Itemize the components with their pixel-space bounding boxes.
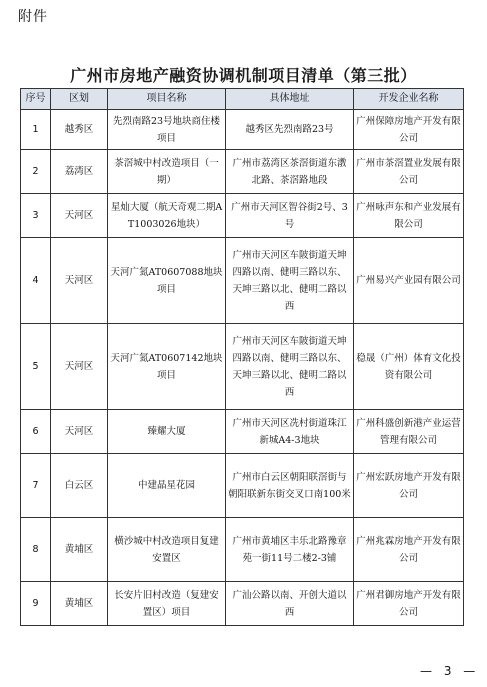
table-cell: 广州市荔湾区茶滘街道东漖北路、茶滘路地段 [226,150,354,194]
table-cell: 广州市茶滘置业发展有限公司 [354,150,464,194]
table-cell: 黄埔区 [51,582,108,626]
column-header: 具体地址 [226,89,354,110]
page-number: — 3 — [420,664,480,678]
table-cell: 天河区 [51,324,108,410]
table-cell: 天河广氮AT0607088地块项目 [108,238,226,324]
column-header: 序号 [21,89,51,110]
attachment-label: 附件 [18,9,48,25]
table-row [21,410,464,454]
column-header: 开发企业名称 [354,89,464,110]
table-cell: 黄埔区 [51,518,108,582]
column-header: 项目名称 [108,89,226,110]
table-row [21,582,464,626]
document-title: 广州市房地产融资协调机制项目清单（第三批） [70,66,417,85]
table-cell: 3 [21,194,51,238]
table-cell: 先烈南路23号地块商住楼项目 [108,110,226,150]
table-cell: 臻耀大厦 [108,410,226,454]
table-row [21,238,464,324]
table-cell: 广州君御房地产开发有限公司 [354,582,464,626]
table-cell: 4 [21,238,51,324]
table-cell: 天河区 [51,238,108,324]
table-cell: 越秀区先烈南路23号 [226,110,354,150]
table-cell: 长安片旧村改造（复建安置区）项目 [108,582,226,626]
table-cell: 广州市天河区智谷街2号、3号 [226,194,354,238]
table-cell: 广州市天河区冼村街道珠江新城A4-3地块 [226,410,354,454]
table-cell: 2 [21,150,51,194]
table-cell: 天河区 [51,194,108,238]
table-cell: 1 [21,110,51,150]
table-row [21,518,464,582]
table-cell: 7 [21,454,51,518]
table-cell: 8 [21,518,51,582]
table-cell: 中建晶星花园 [108,454,226,518]
table-cell: 稳晟（广州）体育文化投资有限公司 [354,324,464,410]
table-cell: 广州保障房地产开发有限公司 [354,110,464,150]
table-cell: 广州科盛创新港产业运营管理有限公司 [354,410,464,454]
table-cell: 茶滘城中村改造项目（一期） [108,150,226,194]
table-cell: 越秀区 [51,110,108,150]
table-cell: 5 [21,324,51,410]
table-row [21,194,464,238]
table-cell: 广汕公路以南、开创大道以西 [226,582,354,626]
table-cell: 横沙城中村改造项目复建安置区 [108,518,226,582]
table-cell: 9 [21,582,51,626]
table-cell: 广州市天河区车陂街道天坤四路以南、健明三路以东、天坤三路以北、健明二路以西 [226,238,354,324]
table-header-row [21,89,464,110]
table-cell: 广州宏跃房地产开发有限公司 [354,454,464,518]
table-cell: 白云区 [51,454,108,518]
project-list-table [20,88,464,626]
table-row [21,150,464,194]
table-cell: 星灿大厦（航天奇观二期AT1003026地块） [108,194,226,238]
table-cell: 广州兆霖房地产开发有限公司 [354,518,464,582]
table-row [21,110,464,150]
table-cell: 广州易兴产业园有限公司 [354,238,464,324]
table-row [21,324,464,410]
table-cell: 广州市白云区朝阳联滘街与朝阳联新东街交叉口南100米 [226,454,354,518]
table-cell: 天河广氮AT0607142地块项目 [108,324,226,410]
table-row [21,454,464,518]
table-cell: 广州市黄埔区丰乐北路豫章苑一街11号二楼2-3铺 [226,518,354,582]
table-cell: 荔湾区 [51,150,108,194]
table-cell: 天河区 [51,410,108,454]
table-cell: 6 [21,410,51,454]
table-cell: 广州咏声东和产业发展有限公司 [354,194,464,238]
table-cell: 广州市天河区车陂街道天坤四路以南、健明三路以东、天坤三路以北、健明二路以西 [226,324,354,410]
column-header: 区划 [51,89,108,110]
